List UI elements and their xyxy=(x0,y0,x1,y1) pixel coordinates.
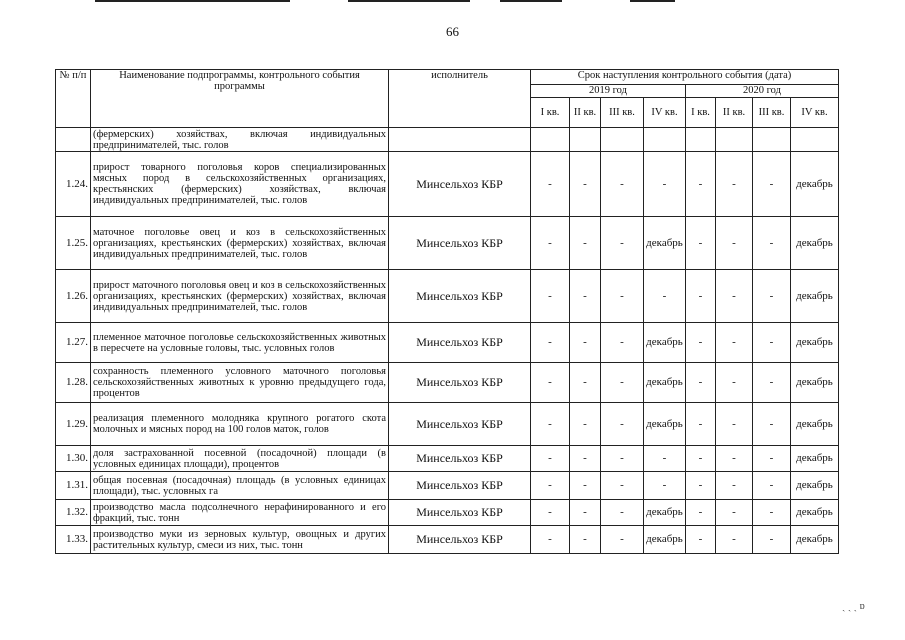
header-quarter: IV кв. xyxy=(644,98,686,128)
row-quarter-value: - xyxy=(531,500,570,526)
row-quarter-value: - xyxy=(601,152,644,217)
row-quarter-value: декабрь xyxy=(644,526,686,554)
scan-mark: ˎ ˏ ˏ ɒ xyxy=(842,601,865,612)
row-quarter-value: - xyxy=(531,323,570,363)
row-quarter-value: - xyxy=(570,363,601,403)
row-quarter-value: - xyxy=(686,526,716,554)
header-year-2019: 2019 год xyxy=(531,85,686,98)
row-quarter-value: - xyxy=(531,270,570,323)
row-quarter-value: - xyxy=(753,270,791,323)
row-number: 1.33. xyxy=(56,526,91,554)
row-executor: Минсельхоз КБР xyxy=(389,217,531,270)
row-executor: Минсельхоз КБР xyxy=(389,363,531,403)
header-quarter: I кв. xyxy=(686,98,716,128)
row-quarter-value: - xyxy=(716,446,753,472)
scan-line xyxy=(95,0,290,2)
row-quarter-value: - xyxy=(716,403,753,446)
header-name: Наименование подпрограммы, контрольного события программы xyxy=(91,70,389,128)
row-name: прирост маточного поголовья овец и коз в сельскохозяйственных организациях, крестьянских (фермерских) хозяйствах, включая индивидуальных предпринимателей, тыс. голов xyxy=(91,270,389,323)
row-quarter-value: - xyxy=(531,363,570,403)
row-quarter-value: - xyxy=(601,363,644,403)
row-quarter-value: - xyxy=(601,323,644,363)
row-quarter-value: - xyxy=(686,472,716,500)
header-quarter: II кв. xyxy=(570,98,601,128)
row-quarter-value: - xyxy=(753,526,791,554)
row-number: 1.27. xyxy=(56,323,91,363)
row-quarter-value: - xyxy=(570,270,601,323)
table-row xyxy=(56,472,839,500)
row-quarter-value: - xyxy=(686,500,716,526)
row-quarter-value: декабрь xyxy=(644,323,686,363)
row-executor: Минсельхоз КБР xyxy=(389,526,531,554)
row-quarter-value: - xyxy=(531,217,570,270)
row-quarter-value: декабрь xyxy=(791,500,839,526)
row-quarter-value: - xyxy=(601,446,644,472)
row-quarter-value: - xyxy=(716,526,753,554)
row-executor: Минсельхоз КБР xyxy=(389,500,531,526)
row-quarter-value: - xyxy=(601,500,644,526)
row-number xyxy=(56,128,91,152)
row-number: 1.32. xyxy=(56,500,91,526)
row-quarter-value: декабрь xyxy=(791,446,839,472)
row-number: 1.29. xyxy=(56,403,91,446)
row-quarter-value: - xyxy=(716,152,753,217)
header-year-2020: 2020 год xyxy=(686,85,839,98)
row-quarter-value: - xyxy=(716,500,753,526)
row-quarter-value xyxy=(686,128,716,152)
table-row xyxy=(56,128,839,152)
header-executor: исполнитель xyxy=(389,70,531,128)
row-quarter-value: - xyxy=(531,403,570,446)
row-quarter-value: - xyxy=(753,403,791,446)
row-quarter-value: - xyxy=(644,152,686,217)
row-quarter-value: - xyxy=(570,526,601,554)
row-quarter-value: - xyxy=(570,403,601,446)
row-quarter-value: - xyxy=(753,472,791,500)
header-term: Срок наступления контрольного события (дата) xyxy=(531,70,839,85)
header-quarter: II кв. xyxy=(716,98,753,128)
row-quarter-value xyxy=(753,128,791,152)
row-quarter-value: - xyxy=(601,526,644,554)
row-quarter-value: - xyxy=(644,270,686,323)
row-quarter-value: - xyxy=(531,526,570,554)
row-quarter-value: - xyxy=(601,270,644,323)
table-row xyxy=(56,323,839,363)
row-name: реализация племенного молодняка крупного рогатого скота молочных и мясных пород на 100 голов маток, голов xyxy=(91,403,389,446)
row-quarter-value: - xyxy=(531,152,570,217)
row-name: доля застрахованной посевной (посадочной) площади (в условных единицах площади), процентов xyxy=(91,446,389,472)
row-name: племенное маточное поголовье сельскохозяйственных животных в пересчете на условные головы, тыс. условных голов xyxy=(91,323,389,363)
row-name: прирост товарного поголовья коров специализированных мясных пород в сельскохозяйственных организациях, крестьянских (фермерских) хозяйствах, включая индивидуальных предпринимателей, тыс. голов xyxy=(91,152,389,217)
header-quarter: III кв. xyxy=(601,98,644,128)
row-quarter-value xyxy=(716,128,753,152)
table-row xyxy=(56,152,839,217)
row-quarter-value xyxy=(570,128,601,152)
row-quarter-value: - xyxy=(570,472,601,500)
row-quarter-value: - xyxy=(570,217,601,270)
row-quarter-value: декабрь xyxy=(791,472,839,500)
table-row xyxy=(56,363,839,403)
row-executor: Минсельхоз КБР xyxy=(389,152,531,217)
row-quarter-value: - xyxy=(644,446,686,472)
row-quarter-value: - xyxy=(753,217,791,270)
row-executor: Минсельхоз КБР xyxy=(389,403,531,446)
row-quarter-value: - xyxy=(716,472,753,500)
row-quarter-value: декабрь xyxy=(644,363,686,403)
row-quarter-value: - xyxy=(716,363,753,403)
row-quarter-value xyxy=(791,128,839,152)
row-number: 1.31. xyxy=(56,472,91,500)
row-name: производство муки из зерновых культур, овощных и других растительных культур, смеси из них, тыс. тонн xyxy=(91,526,389,554)
row-quarter-value: - xyxy=(686,446,716,472)
table-body xyxy=(56,128,839,554)
table-row xyxy=(56,403,839,446)
row-quarter-value xyxy=(644,128,686,152)
row-quarter-value: декабрь xyxy=(791,403,839,446)
row-quarter-value: - xyxy=(753,152,791,217)
row-quarter-value: - xyxy=(601,472,644,500)
row-quarter-value: - xyxy=(686,217,716,270)
row-quarter-value: - xyxy=(753,323,791,363)
row-quarter-value: - xyxy=(601,403,644,446)
row-quarter-value: - xyxy=(601,217,644,270)
row-quarter-value: - xyxy=(644,472,686,500)
table-row xyxy=(56,270,839,323)
row-quarter-value: декабрь xyxy=(791,323,839,363)
row-quarter-value: - xyxy=(686,270,716,323)
row-quarter-value: - xyxy=(570,500,601,526)
row-quarter-value: - xyxy=(686,152,716,217)
row-quarter-value: - xyxy=(686,403,716,446)
row-executor xyxy=(389,128,531,152)
row-quarter-value: декабрь xyxy=(644,403,686,446)
row-name: общая посевная (посадочная) площадь (в условных единицах площади), тыс. условных га xyxy=(91,472,389,500)
row-number: 1.26. xyxy=(56,270,91,323)
table-row xyxy=(56,500,839,526)
row-quarter-value: декабрь xyxy=(791,363,839,403)
table-row xyxy=(56,446,839,472)
row-quarter-value: - xyxy=(686,323,716,363)
table-row xyxy=(56,217,839,270)
row-quarter-value: - xyxy=(716,217,753,270)
row-name: производство масла подсолнечного нерафинированного и его фракций, тыс. тонн xyxy=(91,500,389,526)
header-quarter: III кв. xyxy=(753,98,791,128)
row-number: 1.24. xyxy=(56,152,91,217)
row-name: сохранность племенного условного маточного поголовья сельскохозяйственных животных к уровню предыдущего года, процентов xyxy=(91,363,389,403)
row-quarter-value: - xyxy=(531,472,570,500)
row-quarter-value: декабрь xyxy=(791,526,839,554)
row-quarter-value: - xyxy=(570,446,601,472)
row-quarter-value: - xyxy=(753,446,791,472)
row-executor: Минсельхоз КБР xyxy=(389,270,531,323)
header-num: № п/п xyxy=(56,70,91,128)
scan-line xyxy=(348,0,470,2)
row-quarter-value: - xyxy=(570,323,601,363)
row-quarter-value: - xyxy=(716,270,753,323)
row-quarter-value: декабрь xyxy=(791,270,839,323)
table-row xyxy=(56,526,839,554)
row-quarter-value: декабрь xyxy=(644,217,686,270)
scan-line xyxy=(630,0,675,2)
row-executor: Минсельхоз КБР xyxy=(389,323,531,363)
row-quarter-value xyxy=(601,128,644,152)
row-name: (фермерских) хозяйствах, включая индивидуальных предпринимателей, тыс. голов xyxy=(91,128,389,152)
row-quarter-value: - xyxy=(686,363,716,403)
row-quarter-value: - xyxy=(570,152,601,217)
row-quarter-value: - xyxy=(753,363,791,403)
row-name: маточное поголовье овец и коз в сельскохозяйственных организациях, крестьянских (фермерских) хозяйствах, включая индивидуальных предпринимателей, тыс. голов xyxy=(91,217,389,270)
row-number: 1.28. xyxy=(56,363,91,403)
page-number: 66 xyxy=(446,24,459,39)
row-executor: Минсельхоз КБР xyxy=(389,472,531,500)
header-quarter: IV кв. xyxy=(791,98,839,128)
control-events-table xyxy=(55,69,839,554)
row-quarter-value: декабрь xyxy=(791,152,839,217)
row-quarter-value: - xyxy=(716,323,753,363)
row-quarter-value: - xyxy=(753,500,791,526)
row-quarter-value: - xyxy=(531,446,570,472)
row-quarter-value xyxy=(531,128,570,152)
row-number: 1.30. xyxy=(56,446,91,472)
row-executor: Минсельхоз КБР xyxy=(389,446,531,472)
header-quarter: I кв. xyxy=(531,98,570,128)
row-number: 1.25. xyxy=(56,217,91,270)
row-quarter-value: декабрь xyxy=(791,217,839,270)
row-quarter-value: декабрь xyxy=(644,500,686,526)
scan-line xyxy=(500,0,562,2)
